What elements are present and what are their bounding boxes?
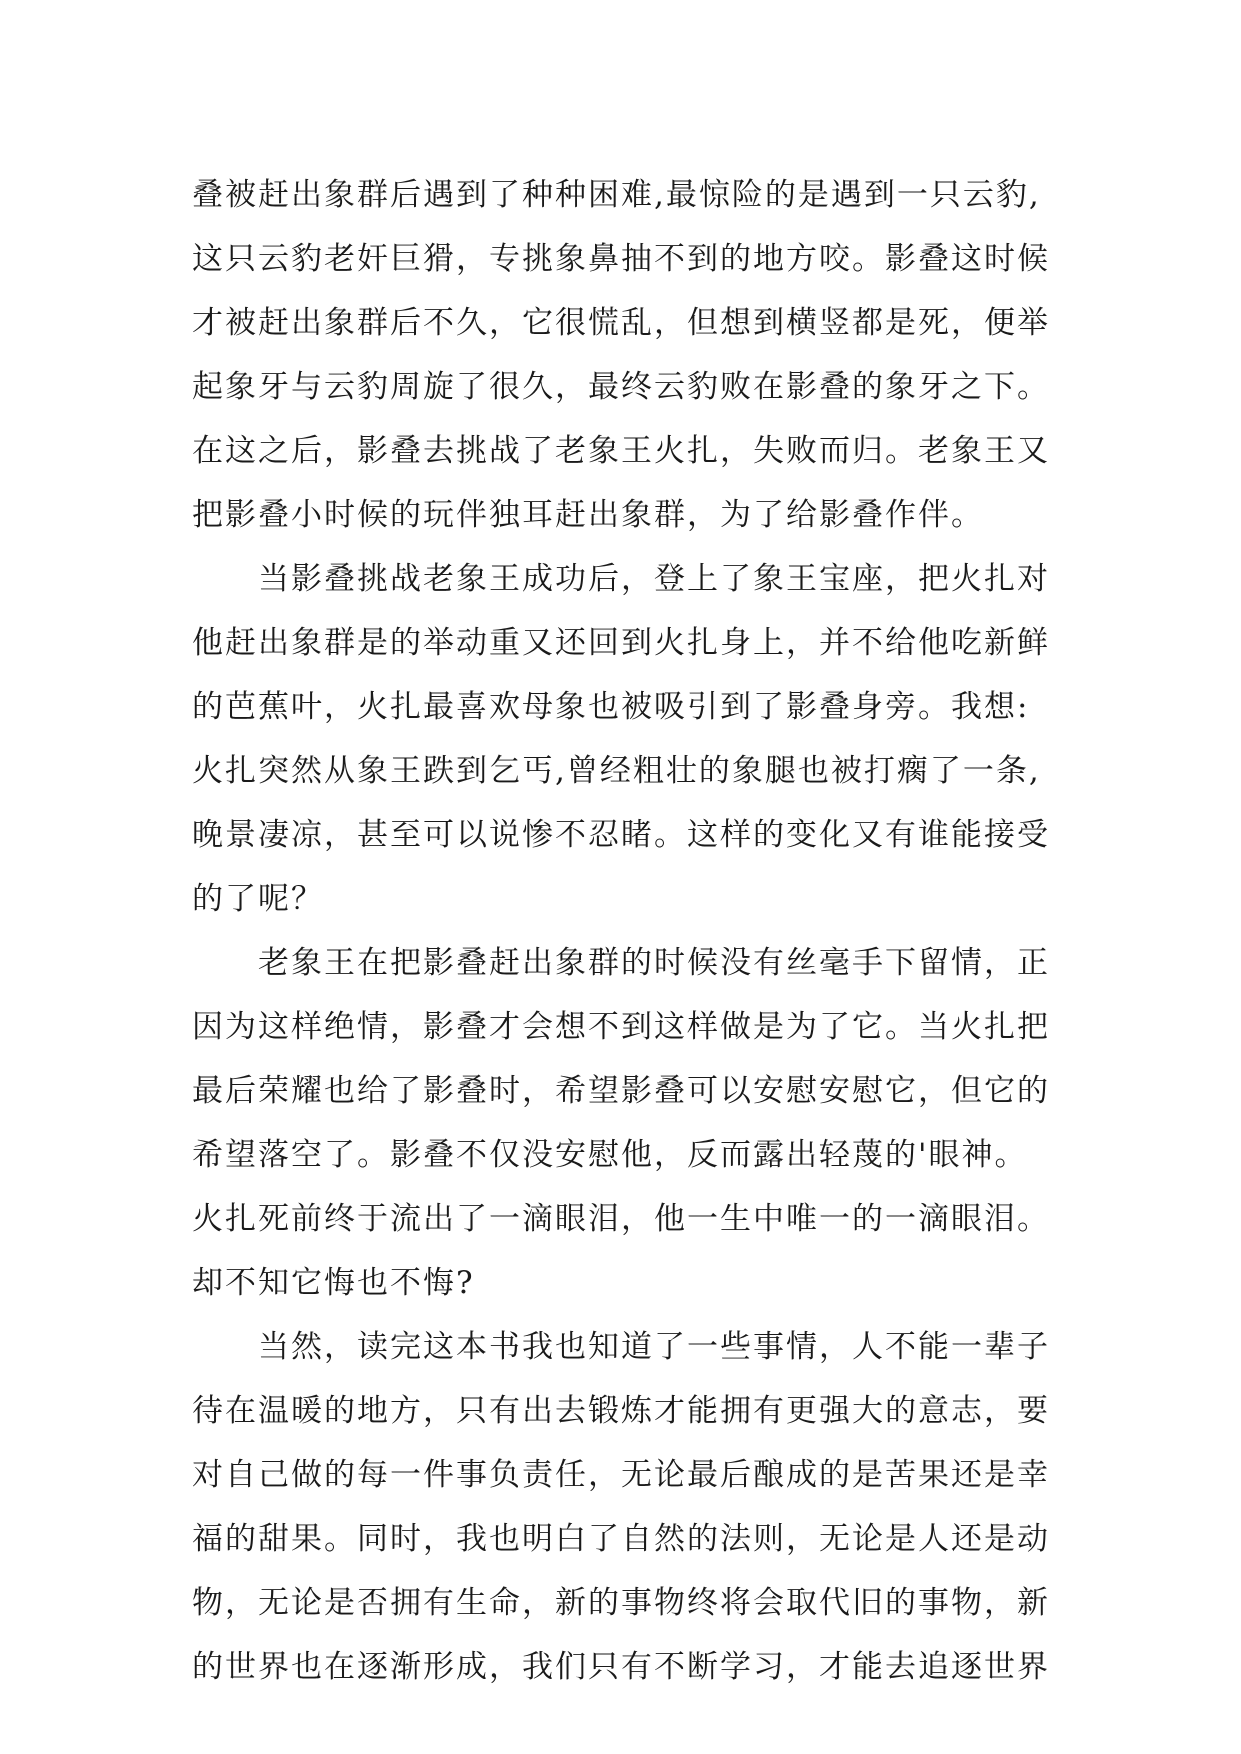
paragraph-4-line-1: 当然，读完这本书我也知道了一些事情，人不能一辈子 bbox=[258, 1329, 1050, 1365]
text-line-23: 物，无论是否拥有生命，新的事物终将会取代旧的事物，新 bbox=[192, 1585, 1050, 1621]
body-text bbox=[192, 163, 1092, 1699]
text-line-20: 待在温暖的地方，只有出去锻炼才能拥有更强大的意志，要 bbox=[192, 1393, 1050, 1429]
text-line-15: 最后荣耀也给了影叠时，希望影叠可以安慰安慰它，但它的 bbox=[192, 1073, 1050, 1109]
text-line-11: 晚景凄凉，甚至可以说惨不忍睹。这样的变化又有谁能接受 bbox=[192, 817, 1050, 853]
text-line-9: 的芭蕉叶，火扎最喜欢母象也被吸引到了影叠身旁。我想: bbox=[192, 689, 1030, 725]
paragraph-3-line-1: 老象王在把影叠赶出象群的时候没有丝毫手下留情，正 bbox=[258, 945, 1050, 981]
text-line-2: 这只云豹老奸巨猾，专挑象鼻抽不到的地方咬。影叠这时候 bbox=[192, 241, 1050, 277]
text-line-4: 起象牙与云豹周旋了很久，最终云豹败在影叠的象牙之下。 bbox=[192, 369, 1050, 405]
text-line-22: 福的甜果。同时，我也明白了自然的法则，无论是人还是动 bbox=[192, 1521, 1050, 1557]
text-line-5: 在这之后，影叠去挑战了老象王火扎，失败而归。老象王又 bbox=[192, 433, 1050, 469]
text-line-24: 的世界也在逐渐形成，我们只有不断学习，才能去追逐世界 bbox=[192, 1649, 1050, 1685]
text-line-12: 的了呢？ bbox=[192, 881, 324, 917]
paragraph-2-line-1: 当影叠挑战老象王成功后，登上了象王宝座，把火扎对 bbox=[258, 561, 1050, 597]
text-line-1: 叠被赶出象群后遇到了种种困难,最惊险的是遇到一只云豹, bbox=[192, 177, 1041, 213]
text-line-8: 他赶出象群是的举动重又还回到火扎身上，并不给他吃新鲜 bbox=[192, 625, 1050, 661]
text-line-6: 把影叠小时候的玩伴独耳赶出象群，为了给影叠作伴。 bbox=[192, 497, 984, 533]
text-line-17: 火扎死前终于流出了一滴眼泪，他一生中唯一的一滴眼泪。 bbox=[192, 1201, 1050, 1237]
text-line-18: 却不知它悔也不悔? bbox=[192, 1265, 475, 1301]
text-line-16: 希望落空了。影叠不仅没安慰他，反而露出轻蔑的'眼神。 bbox=[192, 1137, 1028, 1173]
text-line-10: 火扎突然从象王跌到乞丐,曾经粗壮的象腿也被打瘸了一条, bbox=[192, 753, 1041, 789]
text-line-14: 因为这样绝情，影叠才会想不到这样做是为了它。当火扎把 bbox=[192, 1009, 1050, 1045]
text-line-3: 才被赶出象群后不久，它很慌乱，但想到横竖都是死，便举 bbox=[192, 305, 1050, 341]
text-line-21: 对自己做的每一件事负责任，无论最后酿成的是苦果还是幸 bbox=[192, 1457, 1050, 1493]
